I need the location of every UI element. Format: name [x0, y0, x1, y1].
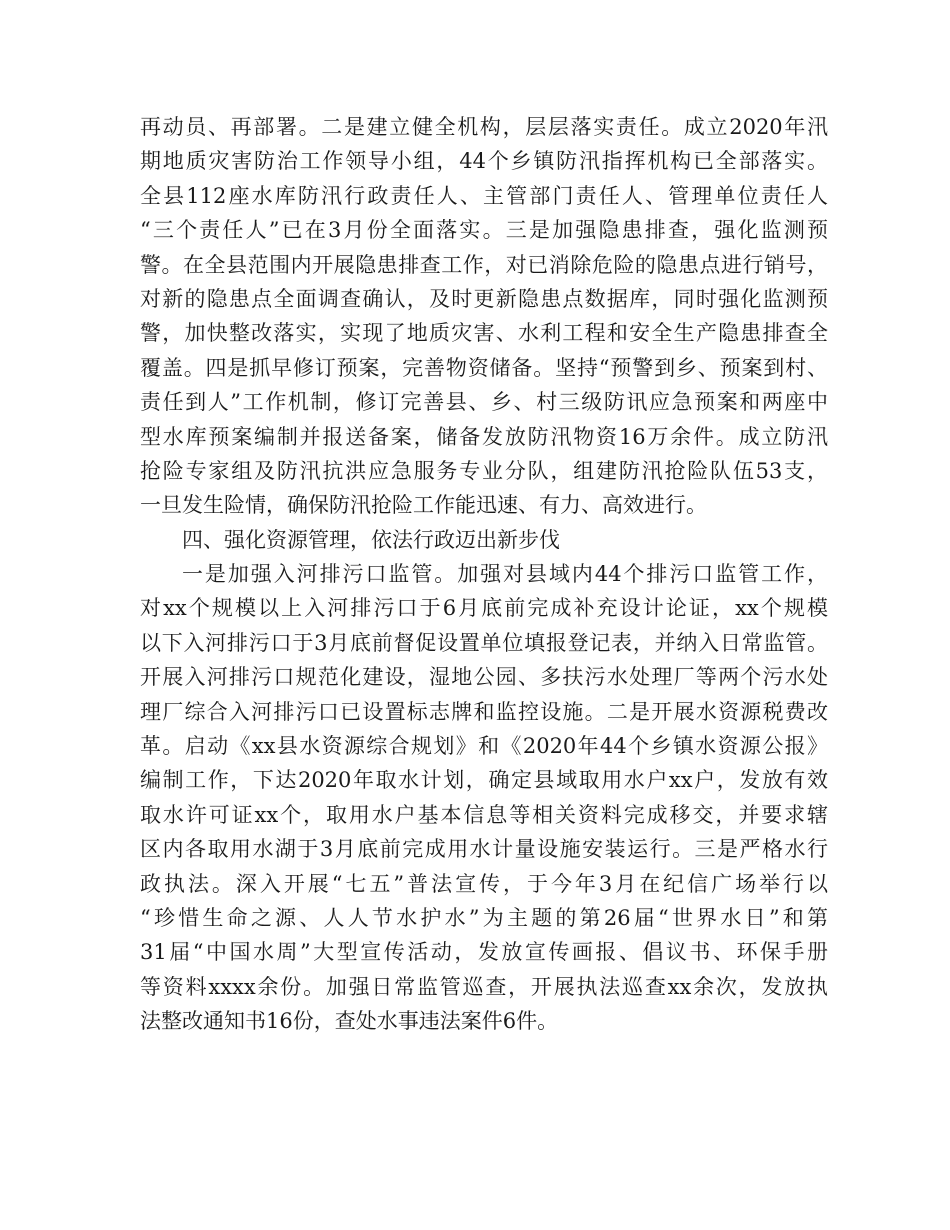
text-line: 期地质灾害防治工作领导小组，44个乡镇防汛指挥机构已全部落实。 [140, 149, 828, 174]
text-line: 开展入河排污口规范化建设，湿地公园、多扶污水处理厂等两个污水处 [140, 665, 828, 690]
text-line: “三个责任人”已在3月份全面落实。三是加强隐患排查，强化监测预 [140, 218, 828, 243]
text-line: 责任到人”工作机制，修订完善县、乡、村三级防讯应急预案和两座中 [140, 390, 828, 415]
text-line: 警，加快整改落实，实现了地质灾害、水利工程和安全生产隐患排查全 [140, 321, 828, 346]
text-line: 以下入河排污口于3月底前督促设置单位填报登记表，并纳入日常监管。 [140, 630, 828, 655]
section-heading [140, 523, 828, 557]
text-line: 革。启动《xx县水资源综合规划》和《2020年44个乡镇水资源公报》 [140, 734, 828, 759]
text-line: 法整改通知书16份，查处水事违法案件6件。 [140, 1009, 559, 1034]
text-line: 等资料xxxx余份。加强日常监管巡查，开展执法巡查xx余次，发放执 [140, 974, 828, 999]
text-line: “珍惜生命之源、人人节水护水”为主题的第26届“世界水日”和第 [140, 905, 828, 930]
text-line: 对新的隐患点全面调查确认，及时更新隐患点数据库，同时强化监测预 [140, 286, 828, 311]
text-line: 型水库预案编制并报送备案，储备发放防汛物资16万余件。成立防汛 [140, 424, 828, 449]
text-line: 一是加强入河排污口监管。加强对县域内44个排污口监管工作， [182, 562, 828, 587]
text-line: 政执法。深入开展“七五”普法宣传，于今年3月在纪信广场举行以 [140, 871, 828, 896]
text-line: 抢险专家组及防汛抗洪应急服务专业分队，组建防汛抢险队伍53支， [140, 458, 828, 483]
text-line: 理厂综合入河排污口已设置标志牌和监控设施。二是开展水资源税费改 [140, 699, 828, 724]
text-line: 区内各取用水湖于3月底前完成用水计量设施安装运行。三是严格水行 [140, 837, 828, 862]
text-line: 警。在全县范围内开展隐患排查工作，对已消除危险的隐患点进行销号， [140, 252, 828, 277]
text-line: 取水许可证xx个，取用水户基本信息等相关资料完成移交，并要求辖 [140, 802, 828, 827]
text-line: 对xx个规模以上入河排污口于6月底前完成补充设计论证，xx个规模 [140, 596, 828, 621]
text-line: 一旦发生险情，确保防汛抢险工作能迅速、有力、高效进行。 [140, 493, 707, 518]
paragraph [140, 110, 828, 523]
text-line: 编制工作，下达2020年取水计划，确定县域取用水户xx户，发放有效 [140, 768, 828, 793]
text-line: 四、强化资源管理，依法行政迈出新步伐 [182, 527, 560, 552]
document-body [140, 110, 828, 1039]
text-line: 覆盖。四是抓早修订预案，完善物资储备。坚持“预警到乡、预案到村、 [140, 355, 828, 380]
paragraph [140, 557, 828, 1038]
text-line: 再动员、再部署。二是建立健全机构，层层落实责任。成立2020年汛 [140, 115, 828, 139]
text-line: 31届“中国水周”大型宣传活动，发放宣传画报、倡议书、环保手册 [140, 940, 828, 965]
text-line: 全县112座水库防汛行政责任人、主管部门责任人、管理单位责任人 [140, 183, 828, 208]
